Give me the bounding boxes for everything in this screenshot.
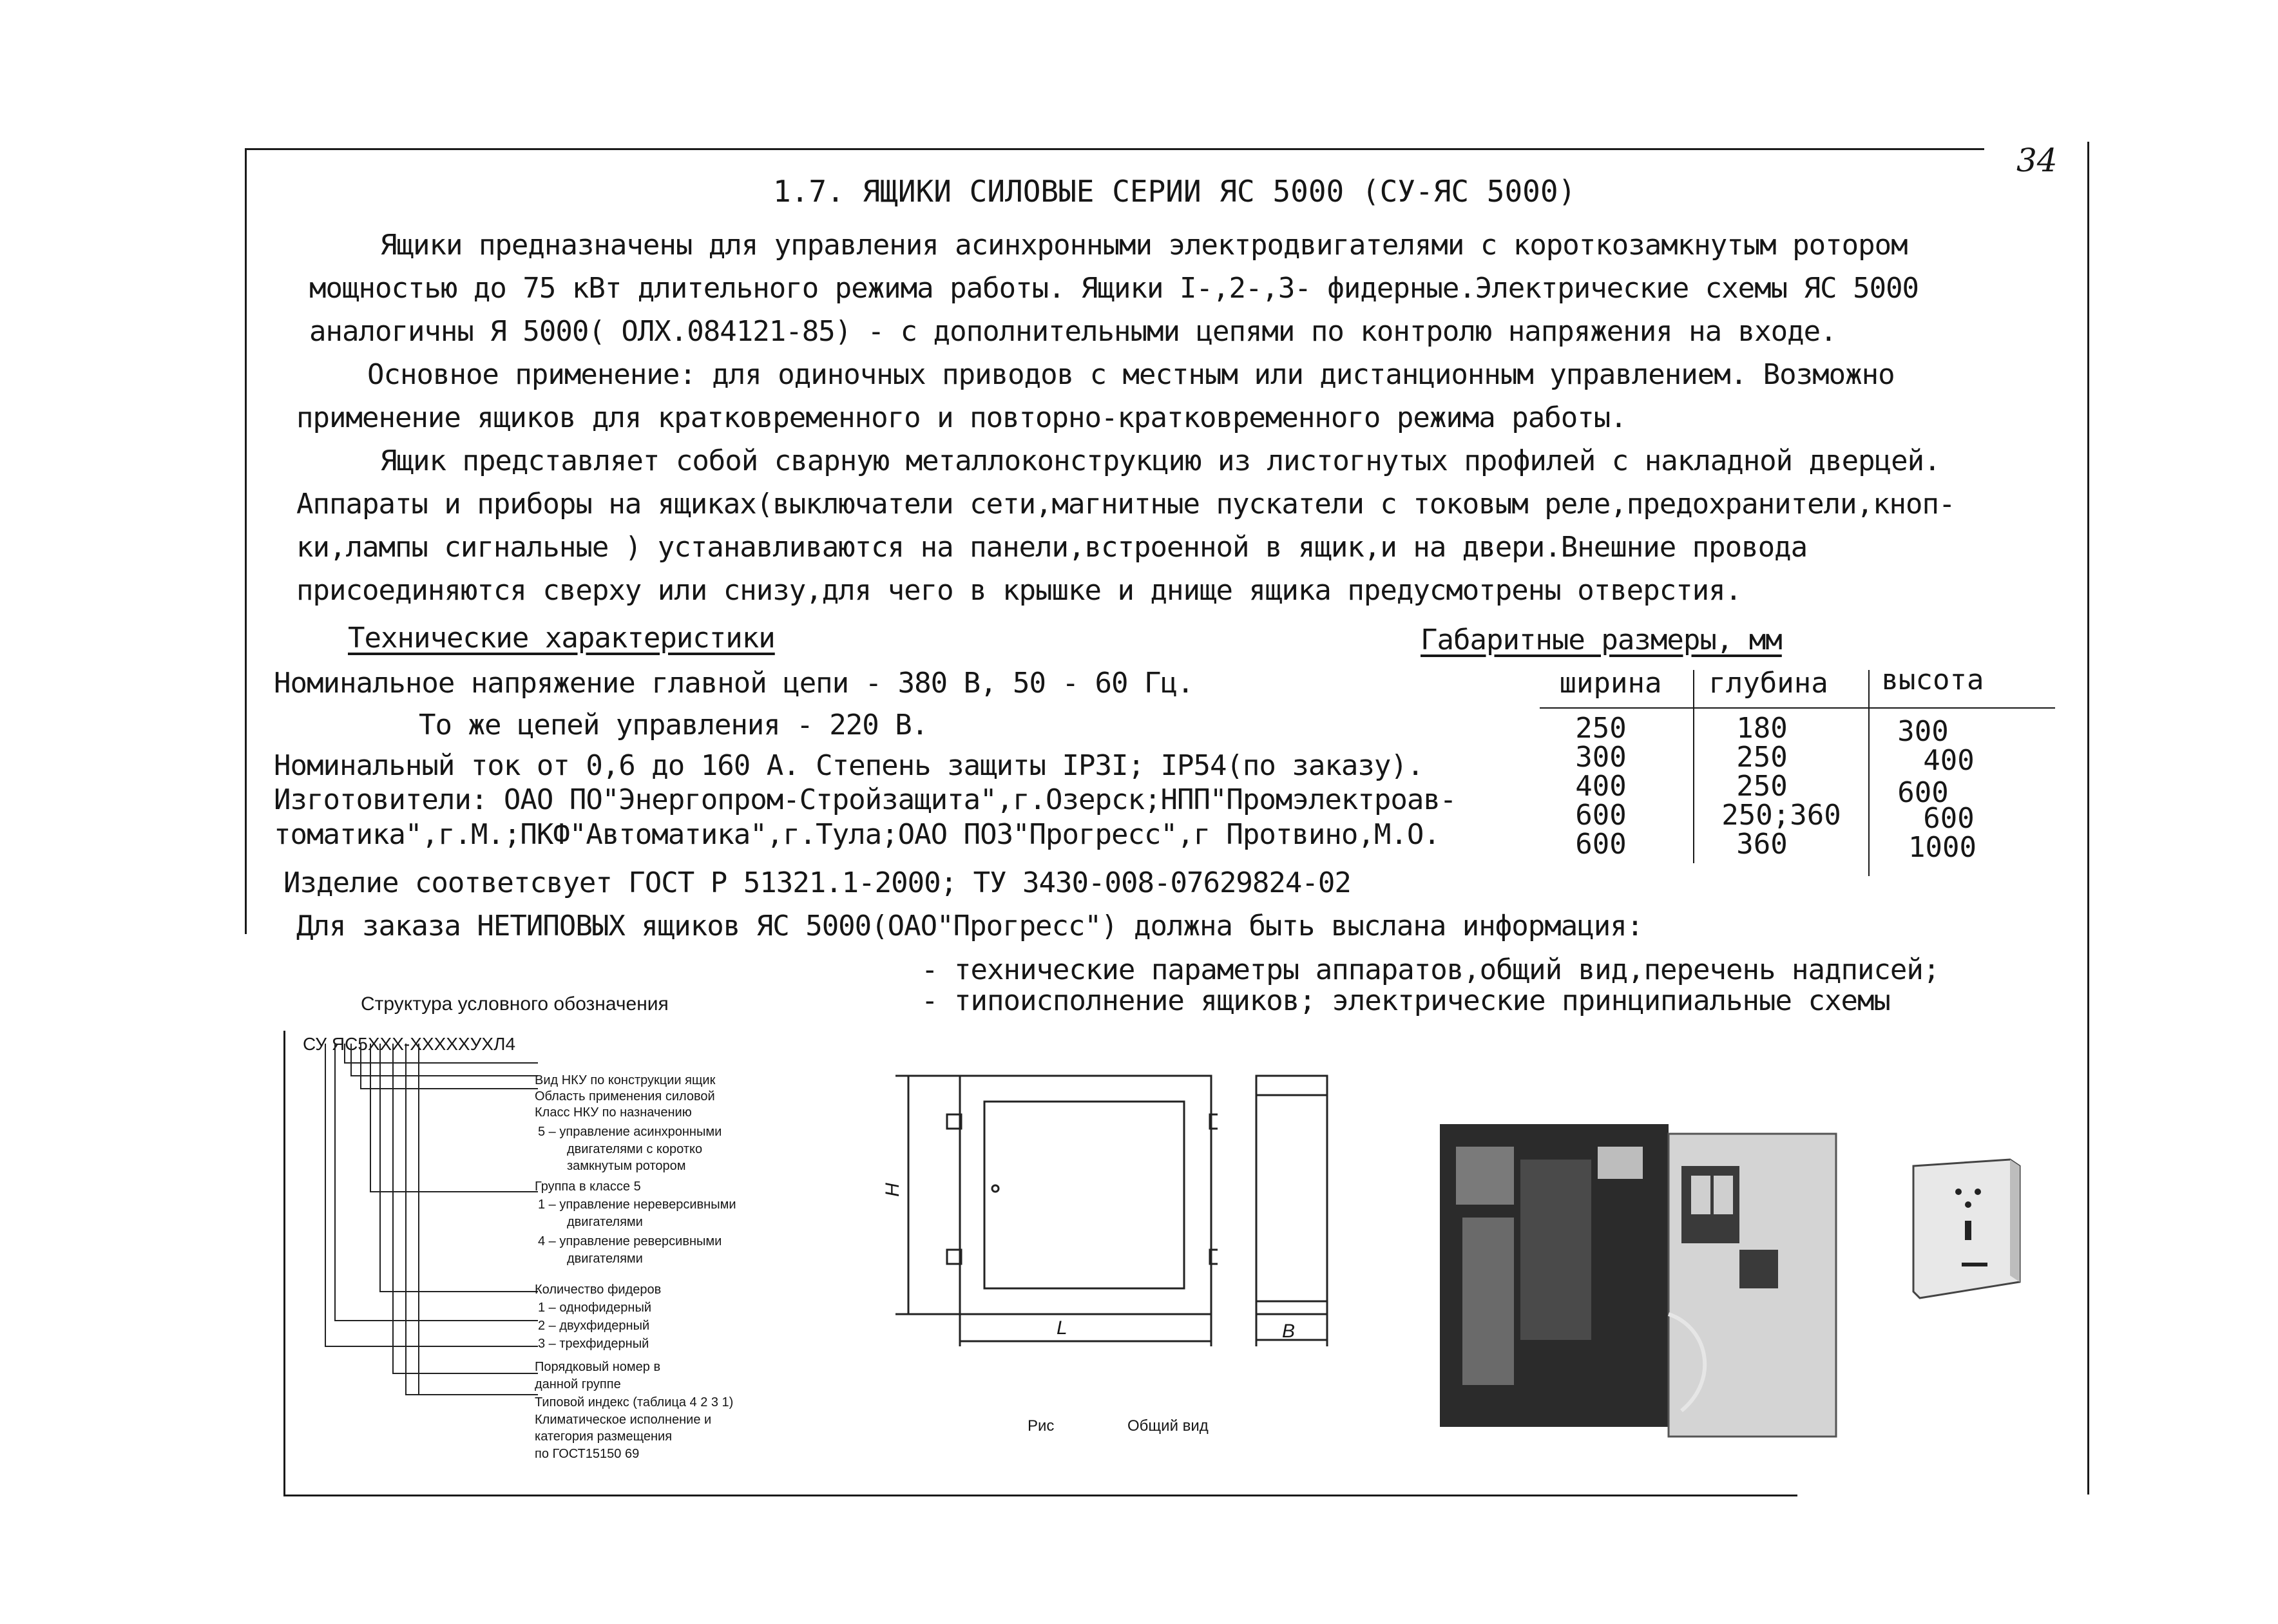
dim-r2-width: 300 bbox=[1575, 741, 1627, 774]
dim-header-rule bbox=[1540, 707, 2055, 709]
dim-r5-height: 1000 bbox=[1908, 831, 1977, 864]
dimensions-heading: Габаритные размеры, мм bbox=[1421, 624, 1782, 656]
designation-heading: Структура условного обозначения bbox=[361, 993, 669, 1015]
frame-right-line bbox=[2087, 142, 2089, 1495]
designation-item-19: Климатическое исполнение и bbox=[535, 1413, 712, 1427]
label-b: B bbox=[1282, 1321, 1296, 1342]
page-title: 1.7. ЯЩИКИ СИЛОВЫЕ СЕРИИ ЯС 5000 (СУ-ЯС 5000) bbox=[773, 174, 1576, 209]
dim-r1-depth: 180 bbox=[1736, 712, 1788, 745]
intro-line-8: ки,лампы сигнальные ) устанавливаются на панели,встроенной в ящик,и на двери.Внешние провода bbox=[296, 531, 1808, 564]
intro-line-1: Ящики предназначены для управления асинхронными электродвигателями с короткозамкнутым ротором bbox=[380, 229, 1908, 262]
closed-box-photo bbox=[1907, 1153, 2036, 1308]
designation-item-10: 4 – управление реверсивными bbox=[538, 1234, 722, 1248]
dim-r4-width: 600 bbox=[1575, 799, 1627, 832]
dim-r5-width: 600 bbox=[1575, 828, 1627, 861]
dim-col-depth: глубина bbox=[1708, 667, 1828, 700]
order-info-2: - типоисполнение ящиков; электрические принципиальные схемы bbox=[921, 984, 1890, 1017]
page-number: 34 bbox=[2016, 142, 2058, 179]
designation-item-15: 3 – трехфидерный bbox=[538, 1337, 649, 1351]
designation-item-5: двигателями с коротко bbox=[567, 1142, 703, 1156]
designation-item-3: Класс НКУ по назначению bbox=[535, 1105, 692, 1120]
designation-leader-lines bbox=[309, 1044, 541, 1404]
dim-r1-width: 250 bbox=[1575, 712, 1627, 745]
designation-item-8: 1 – управление нереверсивными bbox=[538, 1198, 736, 1212]
intro-line-2: мощностью до 75 кВт длительного режима работы. Ящики I-,2-,3- фидерные.Электрические схемы ЯС 5000 bbox=[309, 272, 1919, 305]
dim-r3-height: 600 bbox=[1897, 776, 1949, 809]
dim-r3-depth: 250 bbox=[1736, 770, 1788, 803]
intro-line-4: Основное применение: для одиночных приводов с местным или дистанционным управлением. Возможно bbox=[367, 358, 1895, 391]
dim-col-height: высота bbox=[1881, 664, 1984, 696]
caption-left: Рис bbox=[1028, 1417, 1055, 1435]
designation-item-1: Вид НКУ по конструкции ящик bbox=[535, 1073, 716, 1087]
intro-line-6: Ящик представляет собой сварную металлоконструкцию из листогнутых профилей с накладной дверцей. bbox=[380, 444, 1940, 477]
frame-left-lower-line bbox=[283, 1031, 285, 1495]
designation-item-9: двигателями bbox=[567, 1215, 643, 1229]
tech-heading: Технические характеристики bbox=[348, 622, 775, 654]
frame-bottom-line bbox=[283, 1495, 1797, 1496]
tech-line-2: То же цепей управления - 220 В. bbox=[419, 709, 928, 741]
designation-code: СУ ЯС5ХХХ-ХХХХХУХЛ4 bbox=[303, 1034, 516, 1054]
frame-left-line bbox=[245, 148, 247, 934]
dim-r3-width: 400 bbox=[1575, 770, 1627, 803]
tech-line-7: Для заказа НЕТИПОВЫХ ящиков ЯС 5000(ОАО"Прогресс") должна быть выслана информация: bbox=[296, 910, 1643, 942]
designation-item-6: замкнутым ротором bbox=[567, 1159, 686, 1173]
designation-item-7: Группа в классе 5 bbox=[535, 1180, 641, 1194]
designation-item-21: по ГОСТ15150 69 bbox=[535, 1447, 640, 1461]
tech-line-3: Номинальный ток от 0,6 до 160 А. Степень защиты IP3I; IP54(по заказу). bbox=[274, 749, 1424, 782]
tech-line-1: Номинальное напряжение главной цепи - 380 В, 50 - 60 Гц. bbox=[274, 667, 1194, 700]
designation-item-11: двигателями bbox=[567, 1252, 643, 1266]
intro-line-7: Аппараты и приборы на ящиках(выключатели сети,магнитные пускатели с токовым реле,предохранители,кноп- bbox=[296, 488, 1955, 521]
dim-r4-height: 600 bbox=[1923, 802, 1975, 835]
caption-right: Общий вид bbox=[1127, 1417, 1209, 1435]
dim-r4-depth: 250;360 bbox=[1721, 799, 1841, 832]
label-l: L bbox=[1057, 1317, 1067, 1339]
intro-line-9: присоединяются сверху или снизу,для чего в крышке и днище ящика предусмотрены отверстия. bbox=[296, 574, 1742, 607]
designation-item-12: Количество фидеров bbox=[535, 1283, 662, 1297]
designation-item-17: данной группе bbox=[535, 1377, 621, 1391]
designation-item-13: 1 – однофидерный bbox=[538, 1301, 652, 1315]
label-h: H bbox=[881, 1183, 903, 1197]
designation-item-4: 5 – управление асинхронными bbox=[538, 1125, 722, 1139]
box-front-view-drawing bbox=[883, 1063, 1218, 1366]
designation-item-16: Порядковый номер в bbox=[535, 1360, 661, 1374]
frame-top-line bbox=[245, 148, 1984, 150]
order-info-1: - технические параметры аппаратов,общий вид,перечень надписей; bbox=[921, 953, 1940, 986]
dim-r5-depth: 360 bbox=[1736, 828, 1788, 861]
tech-line-5: томатика",г.М.;ПКФ"Автоматика",г.Тула;ОАО ПОЗ"Прогресс",г Протвино,М.О. bbox=[274, 818, 1440, 851]
dim-r2-depth: 250 bbox=[1736, 741, 1788, 774]
dim-r1-height: 300 bbox=[1897, 715, 1949, 748]
tech-line-6: Изделие соответсвует ГОСТ Р 51321.1-2000; ТУ 3430-008-07629824-02 bbox=[283, 866, 1351, 899]
designation-item-18: Типовой индекс (таблица 4 2 3 1) bbox=[535, 1395, 734, 1409]
intro-line-5: применение ящиков для кратковременного и повторно-кратковременного режима работы. bbox=[296, 401, 1627, 434]
designation-item-2: Область применения силовой bbox=[535, 1089, 715, 1103]
dim-col-width: ширина bbox=[1559, 667, 1662, 700]
intro-line-3: аналогичны Я 5000( ОЛХ.084121-85) - с дополнительными цепями по контролю напряжения на входе. bbox=[309, 315, 1837, 348]
open-box-photo bbox=[1437, 1121, 1843, 1443]
tech-line-4: Изготовители: ОАО ПО"Энергопром-Стройзащита",г.Озерск;НПП"Промэлектроав- bbox=[274, 783, 1457, 816]
designation-item-14: 2 – двухфидерный bbox=[538, 1319, 650, 1333]
dim-r2-height: 400 bbox=[1923, 744, 1975, 777]
designation-item-20: категория размещения bbox=[535, 1429, 673, 1444]
